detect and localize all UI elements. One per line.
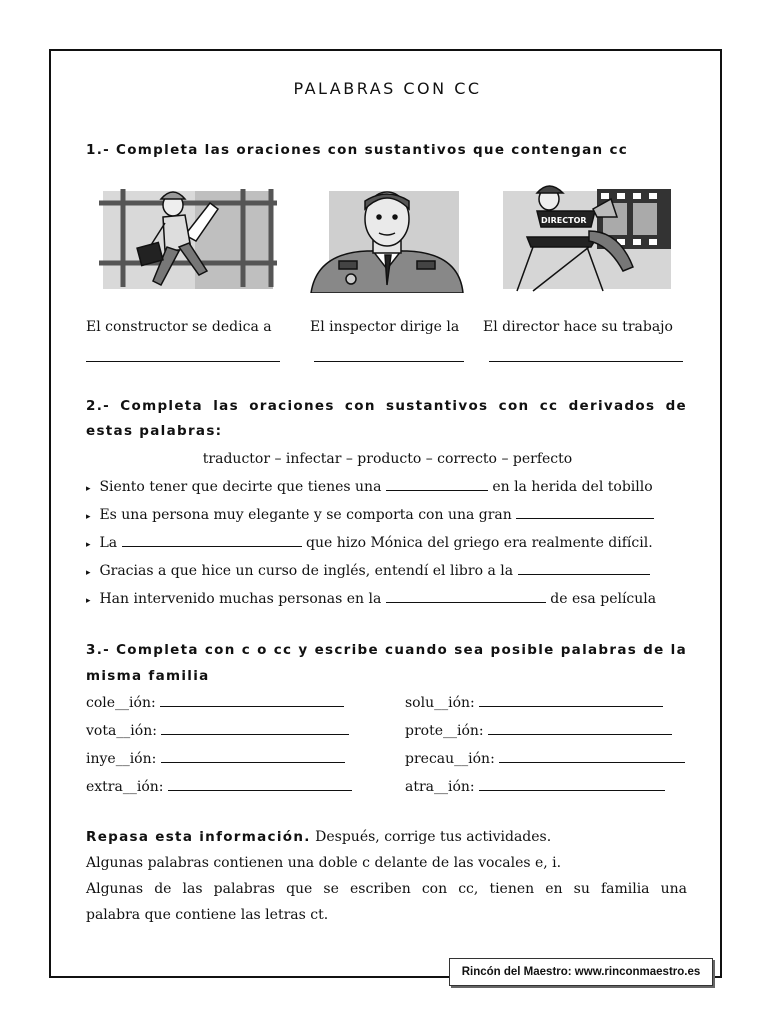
- sentence-director: El director hace su trabajo: [483, 319, 673, 335]
- review-line4: palabra que contiene las letras ct.: [86, 907, 329, 923]
- word-item-left: extra__ión:: [86, 779, 352, 795]
- word-item-right: precau__ión:: [405, 751, 685, 767]
- word-item-left: cole__ión:: [86, 695, 344, 711]
- answer-blank[interactable]: [488, 723, 672, 735]
- section3-heading-line2: misma familia: [86, 668, 210, 684]
- list-item: ▸ Siento tener que decirte que tienes una en la herida del tobillo: [86, 479, 653, 495]
- word-item-right: prote__ión:: [405, 723, 672, 739]
- worksheet: [49, 49, 722, 978]
- bullet-icon: ▸: [86, 596, 91, 606]
- review-heading: Repasa esta información.: [86, 829, 311, 845]
- section2-heading-line1: 2.- Completa las oraciones con sustantivos con cc derivados de: [86, 398, 687, 414]
- footer-credit: Rincón del Maestro: www.rinconmaestro.es: [449, 958, 713, 986]
- answer-line-constructor[interactable]: [86, 361, 280, 362]
- answer-blank[interactable]: [161, 751, 345, 763]
- answer-blank[interactable]: [386, 591, 546, 603]
- list-item: ▸ Es una persona muy elegante y se comporta con una gran: [86, 507, 654, 523]
- answer-blank[interactable]: [161, 723, 349, 735]
- bullet-icon: ▸: [86, 568, 91, 578]
- answer-blank[interactable]: [479, 695, 663, 707]
- answer-blank[interactable]: [499, 751, 685, 763]
- review-line1: Repasa esta información. Después, corrige tus actividades.: [86, 829, 552, 845]
- list-item: ▸ La que hizo Mónica del griego era realmente difícil.: [86, 535, 653, 551]
- answer-line-inspector[interactable]: [314, 361, 464, 362]
- sentence-inspector: El inspector dirige la: [310, 319, 460, 335]
- film-director-image: [497, 181, 675, 295]
- section2-heading-line2: estas palabras:: [86, 423, 223, 439]
- section1-heading: 1.- Completa las oraciones con sustantivos que contengan cc: [86, 142, 629, 158]
- police-inspector-image: [301, 187, 473, 293]
- word-item-left: vota__ión:: [86, 723, 349, 739]
- bullet-icon: ▸: [86, 540, 91, 550]
- bullet-icon: ▸: [86, 512, 91, 522]
- answer-blank[interactable]: [122, 535, 302, 547]
- answer-blank[interactable]: [479, 779, 665, 791]
- answer-blank[interactable]: [518, 563, 650, 575]
- answer-blank[interactable]: [160, 695, 344, 707]
- review-line3: Algunas de las palabras que se escriben con cc, tienen en su familia una: [86, 881, 687, 897]
- word-item-right: solu__ión:: [405, 695, 663, 711]
- answer-blank[interactable]: [516, 507, 654, 519]
- page-title: PALABRAS CON CC: [293, 79, 482, 98]
- sentence-constructor: El constructor se dedica a: [86, 319, 272, 335]
- word-list: traductor – infectar – producto – correcto – perfecto: [202, 451, 573, 467]
- section3-heading-line1: 3.- Completa con c o cc y escribe cuando sea posible palabras de la: [86, 642, 687, 658]
- construction-worker-image: [95, 183, 281, 293]
- director-chair-label: DIRECTOR: [541, 216, 587, 225]
- bullet-icon: ▸: [86, 484, 91, 494]
- list-item: ▸ Gracias a que hice un curso de inglés, entendí el libro a la: [86, 563, 650, 579]
- word-item-right: atra__ión:: [405, 779, 665, 795]
- answer-line-director[interactable]: [489, 361, 683, 362]
- list-item: ▸ Han intervenido muchas personas en la de esa película: [86, 591, 657, 607]
- answer-blank[interactable]: [386, 479, 488, 491]
- review-line2: Algunas palabras contienen una doble c delante de las vocales e, i.: [86, 855, 562, 871]
- answer-blank[interactable]: [168, 779, 352, 791]
- word-item-left: inye__ión:: [86, 751, 345, 767]
